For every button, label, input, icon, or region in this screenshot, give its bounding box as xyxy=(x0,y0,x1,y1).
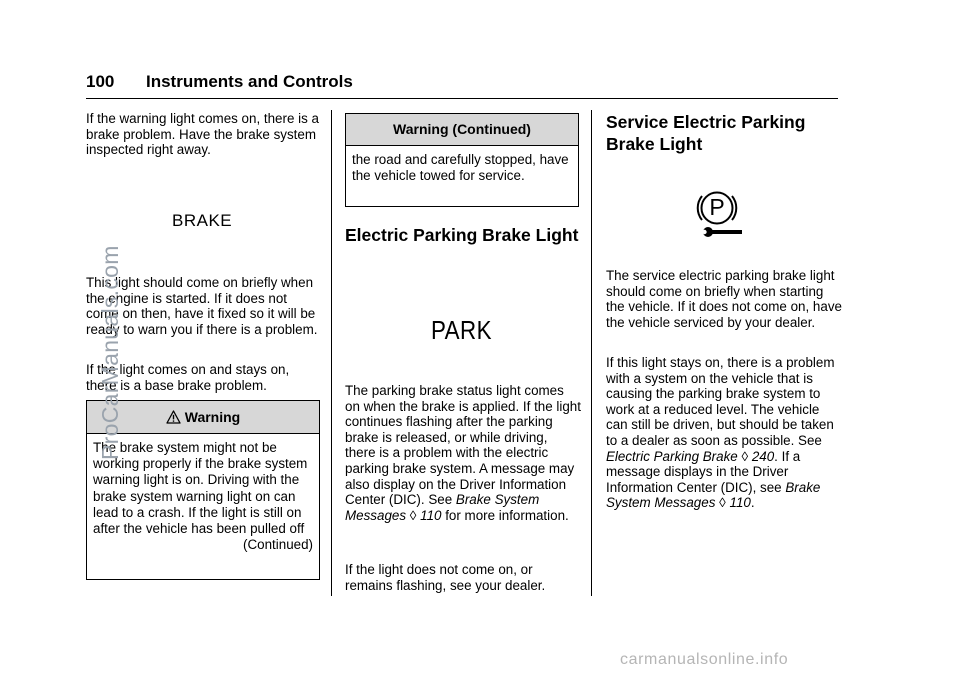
warning-continued-header: Warning (Continued) xyxy=(346,114,578,146)
dealer-paragraph: If the light does not come on, or remains flashing, see your dealer. xyxy=(345,562,546,593)
page-number: 100 xyxy=(86,72,115,91)
service-light-paragraph: The service electric parking brake light should come on briefly when starting the vehicle. If it does not come on, have the vehicle serviced by your dealer. xyxy=(606,268,842,330)
header-divider xyxy=(86,98,838,99)
service-text-1: If this light stays on, there is a problem with a system on the vehicle that is causing the parking brake system to work at a reduced level. The vehicle can still be driven, but should be taken to a dealer as soon as possible. See xyxy=(606,355,835,448)
service-text-end: . xyxy=(750,495,755,511)
brake-light-paragraph: This light should come on briefly when the engine is started. If it does not come on then, have it fixed so it will be ready to warn you if there is a problem. xyxy=(86,275,318,337)
page-ref-glyph-2: ◊ xyxy=(741,448,749,464)
warning-continued-label: (Continued) xyxy=(243,537,313,553)
column-divider-2 xyxy=(591,110,592,596)
park-indicator-symbol: PARK xyxy=(431,315,492,345)
service-icon-letter: P xyxy=(709,194,725,220)
ref-brake-system-messages-2[interactable]: Brake System Messages xyxy=(606,479,821,511)
brake-indicator-symbol: BRAKE xyxy=(172,211,233,230)
warning-box-body: The brake system might not be working properly if the brake system warning light is on. Driving with the brake system warning light on can lead to a crash. If the light is still on after the vehicle has been pulled off xyxy=(93,440,308,537)
column-divider-1 xyxy=(331,110,332,596)
ref-electric-parking-brake[interactable]: Electric Parking Brake xyxy=(606,448,738,464)
ref-page-110-2[interactable]: 110 xyxy=(729,495,751,511)
base-brake-paragraph: If the light comes on and stays on, there is a base brake problem. xyxy=(86,362,290,393)
watermark-carmanualsonline: carmanualsonline.info xyxy=(620,651,789,668)
service-parking-brake-icon xyxy=(696,188,746,240)
ref-page-240[interactable]: 240 xyxy=(751,448,775,464)
warning-box-title: Warning xyxy=(184,409,241,425)
ref-brake-system-messages[interactable]: Brake System Messages xyxy=(345,492,540,523)
service-parking-brake-heading: Service Electric Parking Brake Light xyxy=(606,112,806,154)
service-text-2: . If a message displays in the Driver Information Center (DIC), see xyxy=(606,448,801,495)
watermark-procarmanuals: ProCarManuals.com xyxy=(97,245,123,460)
electric-parking-brake-heading: Electric Parking Brake Light xyxy=(345,225,579,245)
warning-continued-body: the road and carefully stopped, have the vehicle towed for service. xyxy=(352,152,569,184)
warning-triangle-icon xyxy=(166,410,181,424)
page-ref-glyph-3: ◊ xyxy=(719,495,726,511)
page-section-title: Instruments and Controls xyxy=(146,72,353,91)
ref-page-110[interactable]: 110 xyxy=(420,507,442,523)
intro-paragraph: If the warning light comes on, there is a brake problem. Have the brake system inspected right away. xyxy=(86,111,319,158)
parking-brake-status-paragraph xyxy=(345,383,581,523)
page-ref-glyph: ◊ xyxy=(409,507,417,523)
parking-brake-text: The parking brake status light comes on when the brake is applied. If the light continues flashing after the parking brake is released, or while driving, there is a problem with the electric parking brake system. A message may also display on the Driver Information Center (DIC). See xyxy=(345,383,581,508)
parking-brake-text-end: for more information. xyxy=(441,507,569,523)
warning-continued-box xyxy=(345,113,579,207)
service-light-stays-on-paragraph xyxy=(606,355,842,511)
